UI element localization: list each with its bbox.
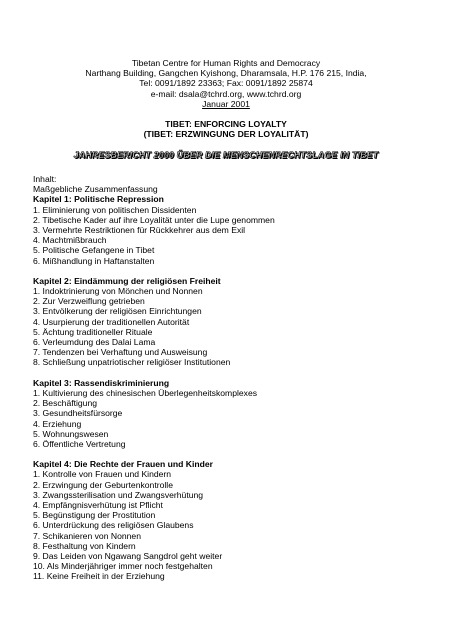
list-item: 6. Mißhandlung in Haftanstalten <box>33 255 155 266</box>
list-item: 8. Festhaltung von Kindern <box>33 540 136 551</box>
publication-date: Januar 2001 <box>202 98 250 109</box>
org-contact: e-mail: dsala@tchrd.org, www.tchrd.org <box>150 88 302 99</box>
list-item: 7. Tendenzen bei Verhaftung und Ausweisung <box>33 347 208 358</box>
list-item: 4. Empfängnisverhütung ist Pflicht <box>33 500 163 510</box>
list-item: 1. Indoktrinierung von Mönchen und Nonnen <box>33 286 203 297</box>
list-item: 10. Als Minderjähriger immer noch festgehalten <box>33 561 213 572</box>
list-item: 3. Entvölkerung der religiösen Einrichtungen <box>33 306 202 317</box>
list-item: 4. Machtmißbrauch <box>33 235 107 246</box>
spacer <box>33 449 433 459</box>
list-item: 1. Kontrolle von Frauen und Kindern <box>33 469 172 480</box>
org-phone: Tel: 0091/1892 23363; Fax: 0091/1892 25874 <box>139 78 313 89</box>
report-title: JAHRESBERICHT 2000 ÜBER DIE MENSCHENRECHTSLAGE IN TIBET <box>73 150 379 160</box>
spacer <box>33 266 433 276</box>
list-item: 1. Kultivierung des chinesischen Überlegenheitskomplexes <box>33 387 258 398</box>
list-item: 5. Begünstigung der Prostitution <box>33 510 156 521</box>
document-title <box>0 119 452 139</box>
toc-intro: Inhalt: <box>33 174 57 184</box>
chapter-title: Kapitel 2: Eindämmung der religiösen Freiheit <box>33 275 221 286</box>
list-item: 11. Keine Freiheit in der Erziehung <box>33 571 165 582</box>
org-address: Narthang Building, Gangchen Kyishong, Dharamsala, H.P. 176 215, India, <box>85 68 367 79</box>
toc-summary: Maßgebliche Zusammenfassung <box>33 184 158 195</box>
list-item: 5. Ächtung traditioneller Rituale <box>33 326 153 337</box>
header-block <box>0 58 452 109</box>
list-item: 3. Vermehrte Restriktionen für Rückkehrer aus dem Exil <box>33 224 246 235</box>
list-item: 3. Zwangssterilisation und Zwangsverhütung <box>33 489 204 500</box>
list-item: 6. Verleumdung des Dalai Lama <box>33 337 156 347</box>
list-item: 7. Schikanieren von Nonnen <box>33 530 141 541</box>
list-item: 2. Erzwingung der Geburtenkontrolle <box>33 479 173 490</box>
chapter-title: Kapitel 4: Die Rechte der Frauen und Kinder <box>33 459 214 470</box>
list-item: 8. Schließung unpatriotischer religiöser Institutionen <box>33 357 231 368</box>
org-name: Tibetan Centre for Human Rights and Democracy <box>131 58 321 68</box>
list-item: 4. Erziehung <box>33 418 82 429</box>
list-item: 9. Das Leiden von Ngawang Sangdrol geht weiter <box>33 550 223 561</box>
chapter-title: Kapitel 1: Politische Repression <box>33 194 164 205</box>
list-item: 5. Politische Gefangene in Tibet <box>33 245 155 256</box>
list-item: 2. Beschäftigung <box>33 398 98 409</box>
list-item: 1. Eliminierung von politischen Dissidenten <box>33 204 197 215</box>
list-item: 2. Zur Verzweiflung getrieben <box>33 296 145 307</box>
list-item: 5. Wohnungswesen <box>33 428 109 439</box>
list-item: 4. Usurpierung der traditionellen Autorität <box>33 316 190 327</box>
title-german: (TIBET: ERZWINGUNG DER LOYALITÄT) <box>143 129 309 139</box>
list-item: 3. Gesundheitsfürsorge <box>33 408 123 419</box>
table-of-contents <box>33 174 433 582</box>
title-english: TIBET: ENFORCING LOYALTY <box>165 119 287 129</box>
spacer <box>33 368 433 378</box>
chapter-title: Kapitel 3: Rassendiskriminierung <box>33 377 170 388</box>
list-item: 2. Tibetische Kader auf ihre Loyalität unter die Lupe genommen <box>33 214 275 225</box>
list-item: 6. Unterdrückung des religiösen Glaubens <box>33 520 194 531</box>
list-item: 6. Öffentliche Vertretung <box>33 438 126 449</box>
